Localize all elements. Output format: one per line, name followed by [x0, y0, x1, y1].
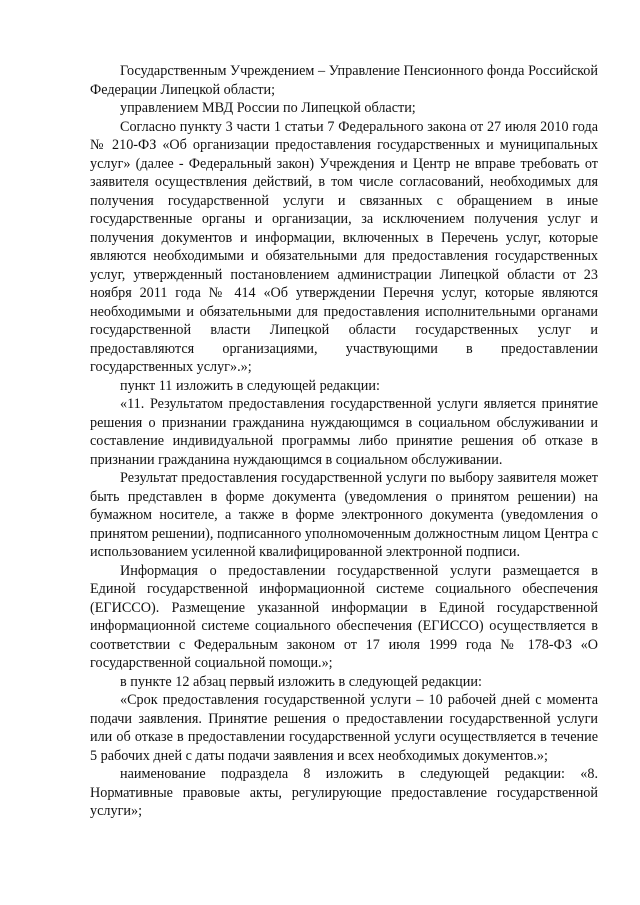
paragraph-service-term: «Срок предоставления государственной услуги – 10 рабочей дней с момента подачи заявления. Принятие решения о предоставлении государственной услуги или об отказе в предоставлении государственной услуги осуществляется в течение 5 рабочих дней с даты подачи заявления и всех необходимых документов.»; [90, 692, 598, 764]
paragraph-mvd: управлением МВД России по Липецкой области; [120, 100, 416, 116]
paragraph-pension-fund: Государственным Учреждением – Управление Пенсионного фонда Российской Федерации Липецкой области; [90, 63, 598, 98]
paragraph-federal-law-210: Согласно пункту 3 части 1 статьи 7 Федерального закона от 27 июля 2010 года № 210-ФЗ «Об организации предоставления государственных и муниципальных услуг» (далее - Федеральный закон) Учреждения и Центр не вправе требовать от заявителя осуществления действий, в том числе согласований, необходимых для получения государственной услуги и связанных с обращением в иные государственные органы и организации, за исключением получения услуг и получения документов и информации, включенных в Перечень услуг, которые являются необходимыми и обязательными для предоставления государственных услуг, утвержденный постановлением администрации Липецкой области от 23 ноября 2011 года № 414 «Об утверждении Перечня услуг, которые являются необходимыми и обязательными для предоставления исполнительными органами государственной власти Липецкой области государственных услуг и предоставляются организациями, участвующими в предоставлении государственных услуг».»; [90, 118, 598, 375]
paragraph-result-form: Результат предоставления государственной услуги по выбору заявителя может быть представлен в форме документа (уведомления о принятом решении) на бумажном носителе, а также в форме электронного документа (уведомления о принятом решении), подписанного уполномоченным должностным лицом Центра с использованием усиленной квалифицированной электронной подписи. [90, 470, 598, 560]
document-page [90, 62, 598, 821]
paragraph-point-11-result: «11. Результатом предоставления государственной услуги является принятие решения о признании гражданина нуждающимся в социальном обслуживании и составление индивидуальной программы либо принятие решения об отказе в признании гражданина нуждающимся в социальном обслуживании. [90, 396, 598, 468]
paragraph-point-12-intro: в пункте 12 абзац первый изложить в следующей редакции: [120, 673, 482, 690]
paragraph-egisso: Информация о предоставлении государственной услуги размещается в Единой государственной информационной системе социального обеспечения (ЕГИССО). Размещение указанной информации в Единой государственной информационной системе социального обеспечения (ЕГИССО) осуществляется в соответствии с Федеральным законом от 17 июля 1999 года № 178-ФЗ «О государственной социальной помощи.»; [90, 562, 598, 671]
paragraph-subsection-8: наименование подраздела 8 изложить в следующей редакции: «8. Нормативные правовые акты, регулирующие предоставление государственной услуги»; [90, 766, 598, 819]
paragraph-point-11-intro: пункт 11 изложить в следующей редакции: [120, 377, 380, 394]
